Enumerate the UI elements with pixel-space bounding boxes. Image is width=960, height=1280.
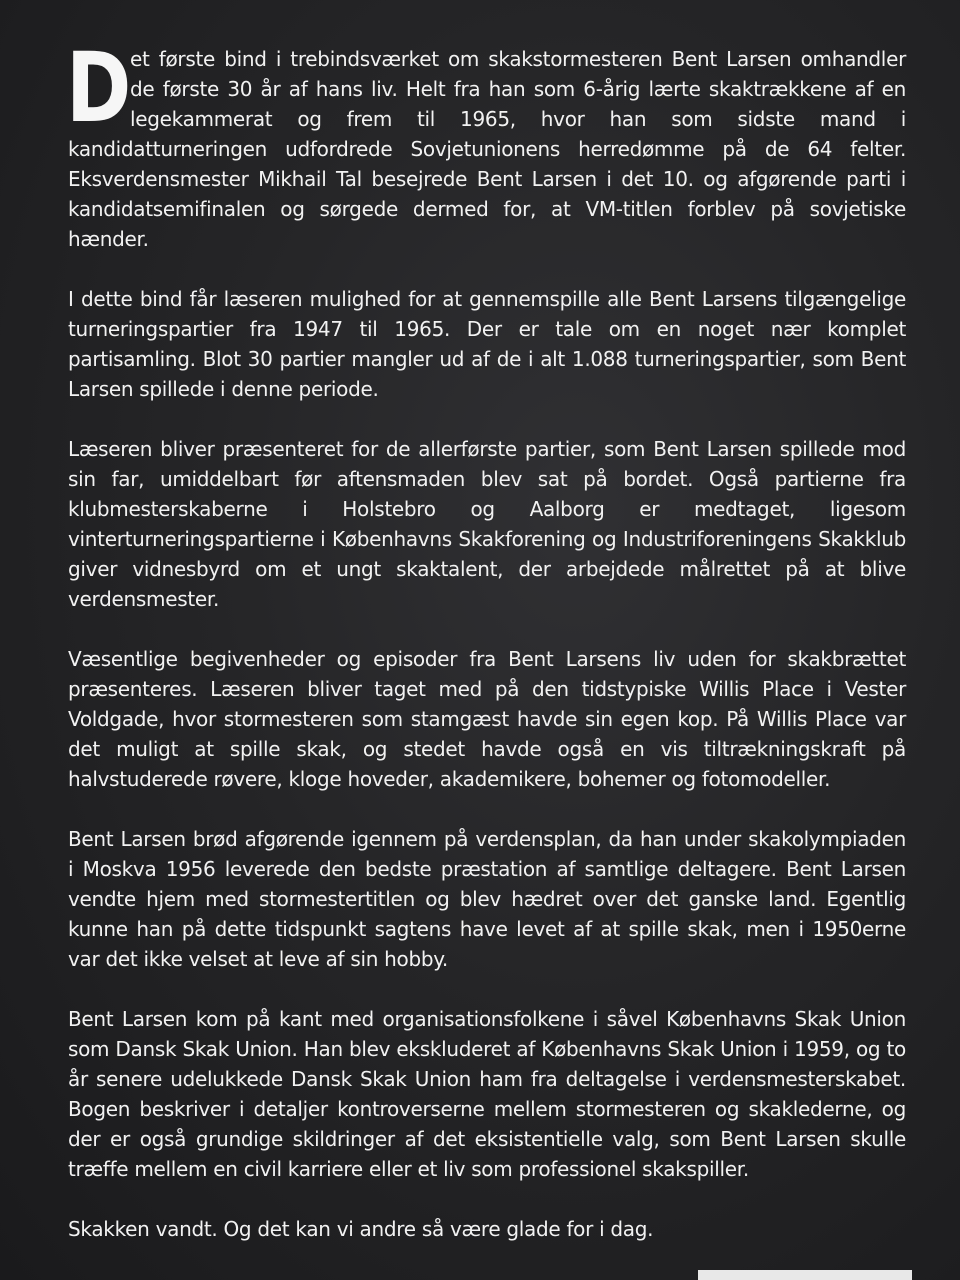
paragraph-6: Bent Larsen kom på kant med organisationsfolkene i såvel Københavns Skak Union som Dansk Skak Union. Han blev ekskluderet af Københavns Skak Union i 1959, og to år senere udelukkede Dansk Skak Union ham fra deltagelse i verdensmesterskabet. Bogen beskriver i detaljer kontroverserne mellem stormesteren og skaklederne, og der er også grundige skildringer af det eksistentielle valg, som Bent Larsen skulle træffe mellem en civil karriere eller et liv som professionel skakspiller.	[68, 1007, 906, 1181]
paragraph-7: Skakken vandt. Og det kan vi andre så være glade for i dag.	[68, 1217, 654, 1241]
paragraph-1	[66, 32, 906, 254]
blurb-text	[66, 32, 906, 1274]
paragraph-2: I dette bind får læseren mulighed for at gennemspille alle Bent Larsens tilgængelige turneringspartier fra 1947 til 1965. Der er tale om en noget nær komplet partisamling. Blot 30 partier mangler ud af de i alt 1.088 turneringspartier, som Bent Larsen spillede i denne periode.	[68, 287, 906, 401]
paragraph-3: Læseren bliver præsenteret for de allerførste partier, som Bent Larsen spillede mod sin far, umiddelbart før aftensmaden blev sat på bordet. Også partierne fra klubmesterskaberne i Holstebro og Aalborg er medtaget, ligesom vinterturneringspartierne i Københavns Skakforening og Industriforeningens Skakklub giver vidnesbyrd om et ungt skaktalent, der arbejdede målrettet på at blive verdensmester.	[68, 437, 906, 611]
paragraph-5: Bent Larsen brød afgørende igennem på verdensplan, da han under skakolympiaden i Moskva 1956 leverede den bedste præstation af samtlige deltagere. Bent Larsen vendte hjem med stormestertitlen og blev hædret over det ganske land. Egentlig kunne han på dette tidspunkt sagtens have levet af at spille skak, men i 1950erne var det ikke velset at leve af sin hobby.	[68, 827, 906, 971]
drop-cap: D	[66, 32, 129, 144]
bottom-edge-strip	[698, 1270, 912, 1280]
paragraph-4: Væsentlige begivenheder og episoder fra Bent Larsens liv uden for skakbrættet præsenteres. Læseren bliver taget med på den tidstypiske Willis Place i Vester Voldgade, hvor stormesteren som stamgæst havde sin egen kop. På Willis Place var det muligt at spille skak, og stedet havde også en vis tiltrækningskraft på halvstuderede røvere, kloge hoveder, akademikere, bohemer og fotomodeller.	[68, 647, 906, 791]
paragraph-1-text: et første bind i trebindsværket om skakstormesteren Bent Larsen omhandler de første 30 år af hans liv. Helt fra han som 6-årig lærte skaktrækkene af en legekammerat og frem til 1965, hvor han som sidste mand i kandidatturneringen udfordrede Sovjetunionens herredømme på de 64 felter. Eksverdensmester Mikhail Tal besejrede Bent Larsen i det 10. og afgørende parti i kandidatsemifinalen og sørgede dermed for, at VM-titlen forblev på sovjetiske hænder.	[68, 47, 906, 251]
